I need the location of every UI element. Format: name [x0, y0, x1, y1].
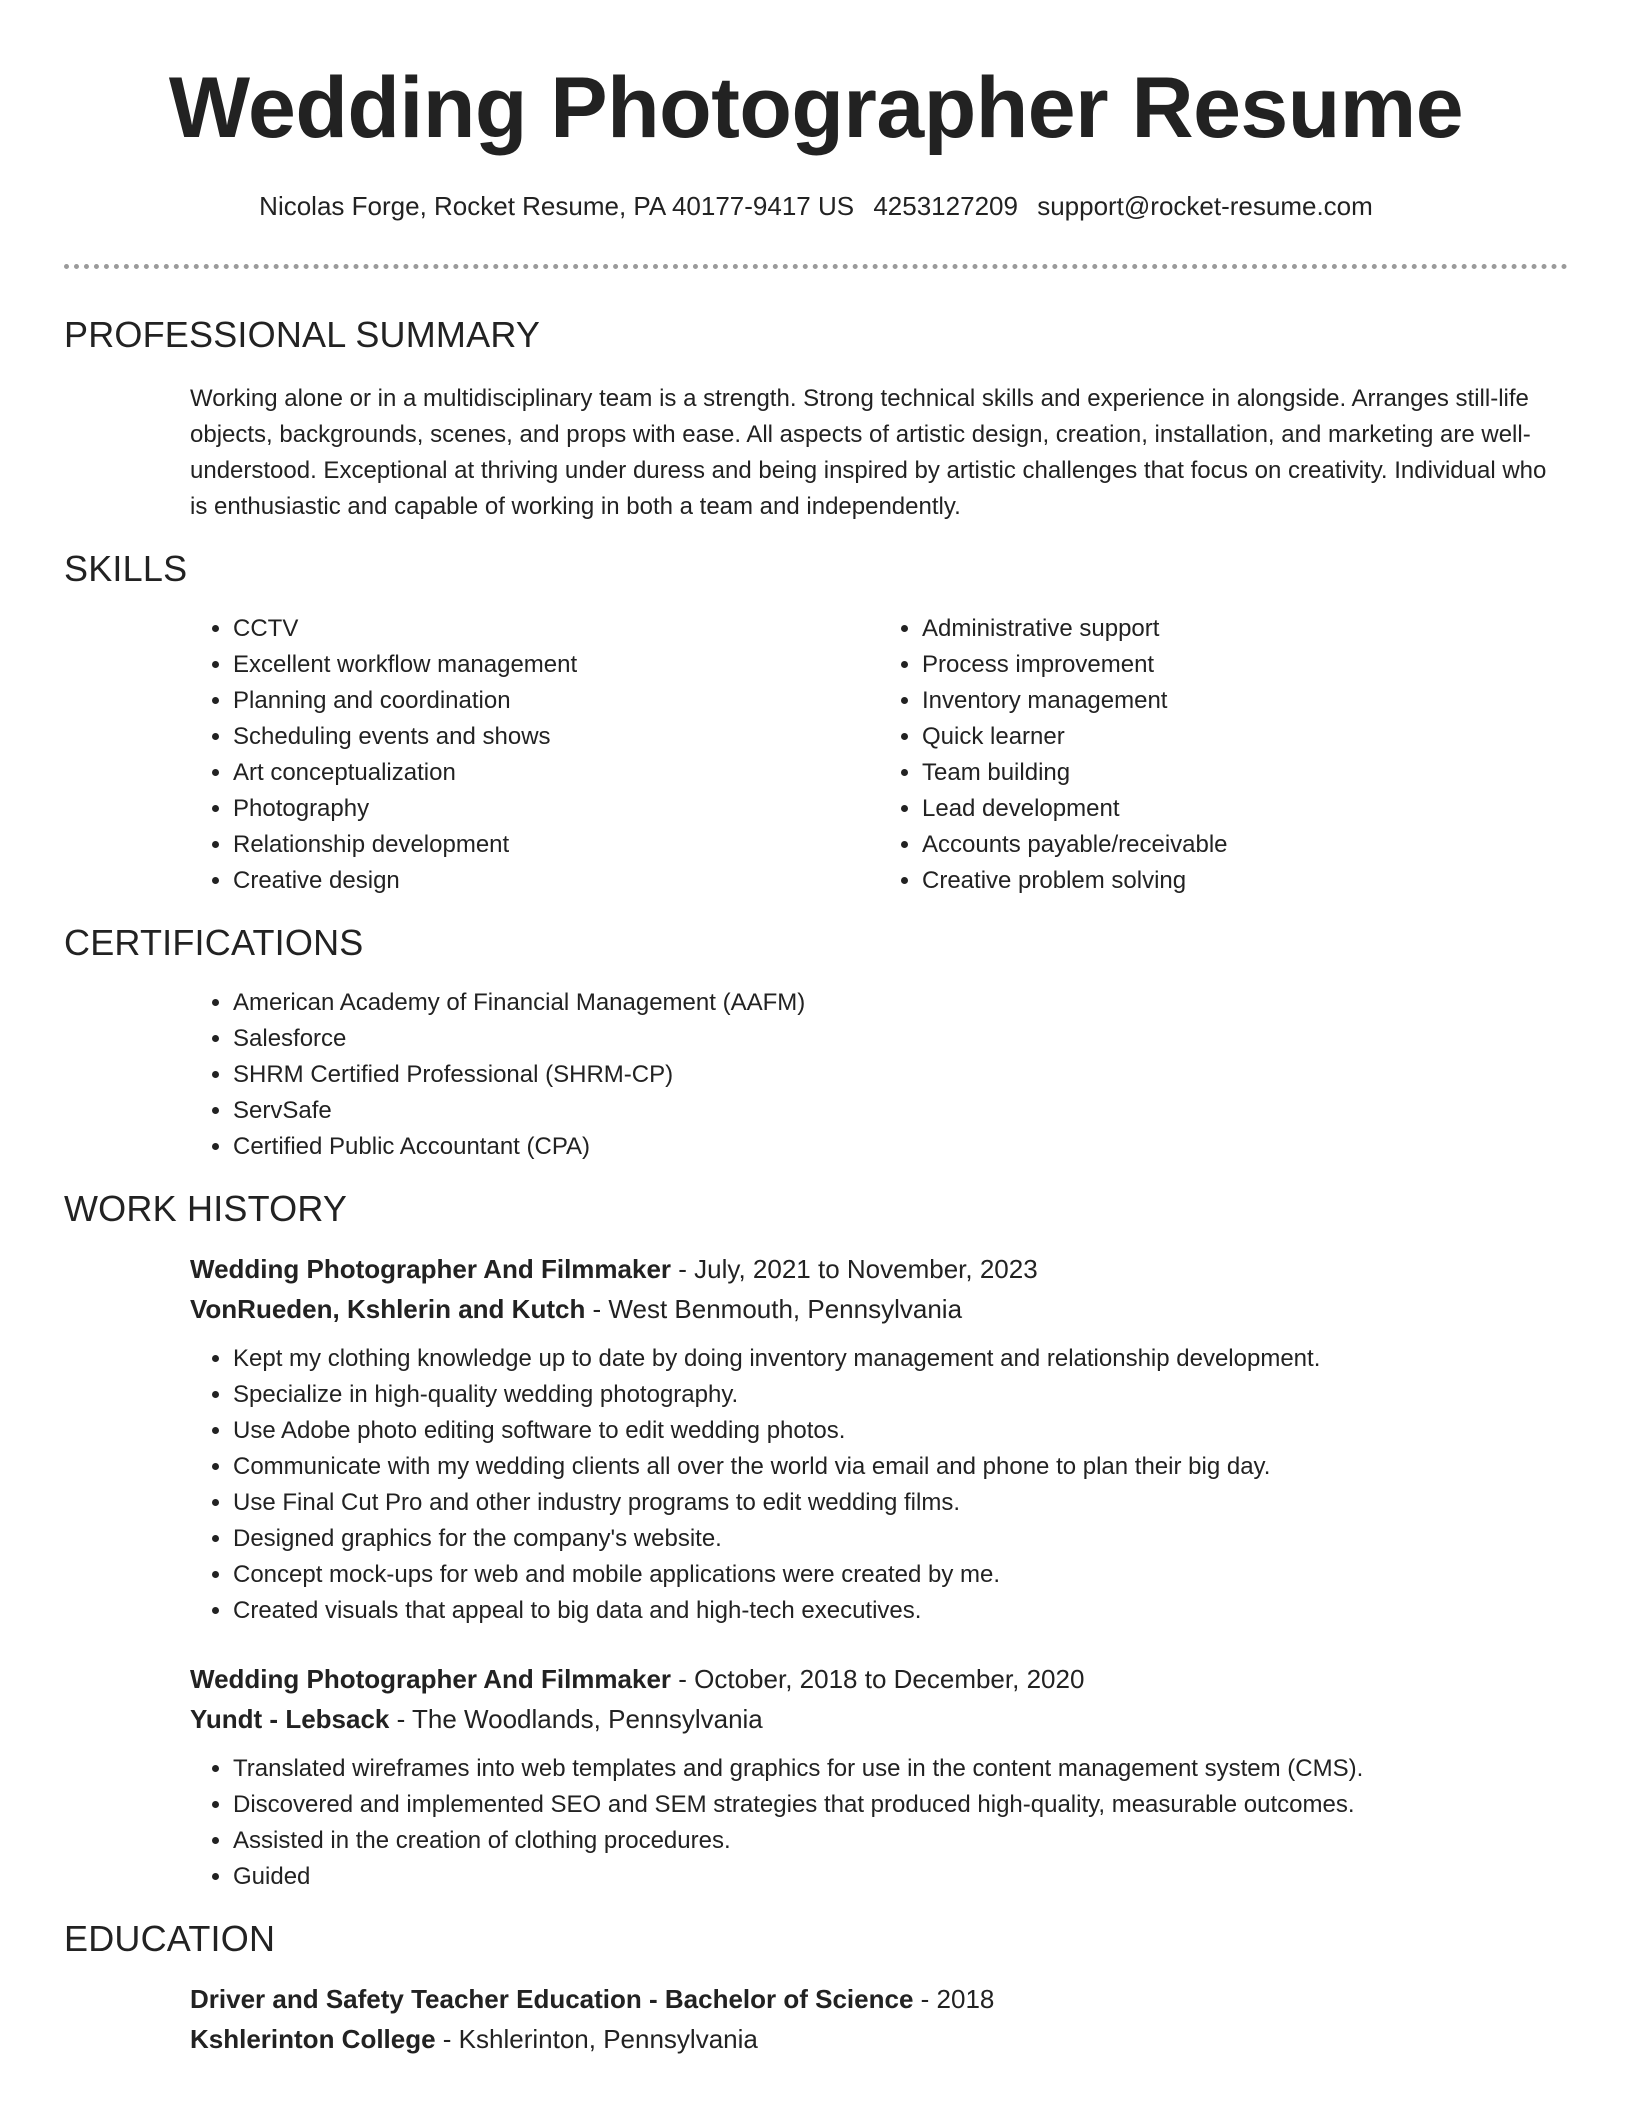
- contact-address: Nicolas Forge, Rocket Resume, PA 40177-9417 US: [259, 191, 855, 221]
- job-title-line: [190, 1249, 1568, 1289]
- education-degree: Driver and Safety Teacher Education - Bachelor of Science: [190, 1984, 914, 2014]
- contact-phone: 4253127209: [873, 191, 1018, 221]
- list-item: • Scheduling events and shows: [233, 719, 879, 755]
- list-item: • Inventory management: [922, 683, 1568, 719]
- summary-heading: PROFESSIONAL SUMMARY: [64, 314, 541, 355]
- list-item: • Administrative support: [922, 611, 1568, 647]
- list-item: • Assisted in the creation of clothing procedures.: [233, 1823, 1568, 1859]
- list-item: • Creative design: [233, 863, 879, 899]
- list-item: • Lead development: [922, 791, 1568, 827]
- list-item: • Specialize in high-quality wedding photography.: [233, 1377, 1568, 1413]
- skills-columns: [190, 611, 1568, 899]
- list-item: • Use Adobe photo editing software to edit wedding photos.: [233, 1413, 1568, 1449]
- job-title: Wedding Photographer And Filmmaker: [190, 1254, 672, 1284]
- header-divider: [64, 264, 1568, 269]
- job-company-line: [190, 1289, 1568, 1329]
- list-item: • Accounts payable/receivable: [922, 827, 1568, 863]
- job-dates: - July, 2021 to November, 2023: [671, 1254, 1038, 1284]
- list-item: • ServSafe: [233, 1093, 1568, 1129]
- education-heading: EDUCATION: [64, 1918, 276, 1959]
- contact-line: [64, 188, 1568, 224]
- list-item: • Photography: [233, 791, 879, 827]
- education-year: - 2018: [913, 1984, 995, 2014]
- list-item: • Relationship development: [233, 827, 879, 863]
- list-item: • Use Final Cut Pro and other industry programs to edit wedding films.: [233, 1485, 1568, 1521]
- job-title-line: [190, 1659, 1568, 1699]
- list-item: • Designed graphics for the company's website.: [233, 1521, 1568, 1557]
- job-company-line: [190, 1699, 1568, 1739]
- list-item: • Process improvement: [922, 647, 1568, 683]
- job-entry: [190, 1249, 1568, 1629]
- contact-email: support@rocket-resume.com: [1037, 191, 1373, 221]
- list-item: • Salesforce: [233, 1021, 1568, 1057]
- job-company: Yundt - Lebsack: [190, 1704, 390, 1734]
- skills-heading: SKILLS: [64, 548, 188, 589]
- list-item: • Created visuals that appeal to big data and high-tech executives.: [233, 1593, 1568, 1629]
- job-title: Wedding Photographer And Filmmaker: [190, 1664, 672, 1694]
- job-location: - The Woodlands, Pennsylvania: [389, 1704, 763, 1734]
- job-bullets: [190, 1341, 1568, 1629]
- list-item: • CCTV: [233, 611, 879, 647]
- education-entry: [190, 1979, 1568, 2059]
- job-location: - West Benmouth, Pennsylvania: [585, 1294, 963, 1324]
- list-item: • Communicate with my wedding clients all over the world via email and phone to plan their big day.: [233, 1449, 1568, 1485]
- certifications-list: [190, 985, 1568, 1165]
- skills-right-list: [879, 611, 1568, 899]
- list-item: • Quick learner: [922, 719, 1568, 755]
- education-degree-line: [190, 1979, 1568, 2019]
- list-item: • Kept my clothing knowledge up to date by doing inventory management and relationship development.: [233, 1341, 1568, 1377]
- education-school: Kshlerinton College: [190, 2024, 436, 2054]
- list-item: • Concept mock-ups for web and mobile applications were created by me.: [233, 1557, 1568, 1593]
- education-location: - Kshlerinton, Pennsylvania: [435, 2024, 758, 2054]
- list-item: • Translated wireframes into web templates and graphics for use in the content management system (CMS).: [233, 1751, 1568, 1787]
- list-item: • American Academy of Financial Management (AAFM): [233, 985, 1568, 1021]
- education-school-line: [190, 2019, 1568, 2059]
- work-heading: WORK HISTORY: [64, 1188, 348, 1229]
- list-item: • Art conceptualization: [233, 755, 879, 791]
- certifications-heading: CERTIFICATIONS: [64, 922, 364, 963]
- skills-left-list: [190, 611, 879, 899]
- list-item: • Guided: [233, 1859, 1568, 1895]
- list-item: • Excellent workflow management: [233, 647, 879, 683]
- job-bullets: [190, 1751, 1568, 1895]
- summary-text: Working alone or in a multidisciplinary team is a strength. Strong technical skills and experience in alongside. Arranges still-life objects, backgrounds, scenes, and props with ease. All aspects of artistic design, creation, installation, and marketing are well-understood. Exceptional at thriving under duress and being inspired by artistic challenges that focus on creativity. Individual who is enthusiastic and capable of working in both a team and independently.: [190, 385, 1547, 520]
- list-item: • Creative problem solving: [922, 863, 1568, 899]
- resume-title: Wedding Photographer Resume: [168, 60, 1464, 156]
- list-item: • Planning and coordination: [233, 683, 879, 719]
- job-company: VonRueden, Kshlerin and Kutch: [190, 1294, 586, 1324]
- job-dates: - October, 2018 to December, 2020: [671, 1664, 1085, 1694]
- list-item: • Team building: [922, 755, 1568, 791]
- list-item: • Certified Public Accountant (CPA): [233, 1129, 1568, 1165]
- list-item: • SHRM Certified Professional (SHRM-CP): [233, 1057, 1568, 1093]
- job-entry: [190, 1659, 1568, 1895]
- list-item: • Discovered and implemented SEO and SEM strategies that produced high-quality, measurable outcomes.: [233, 1787, 1568, 1823]
